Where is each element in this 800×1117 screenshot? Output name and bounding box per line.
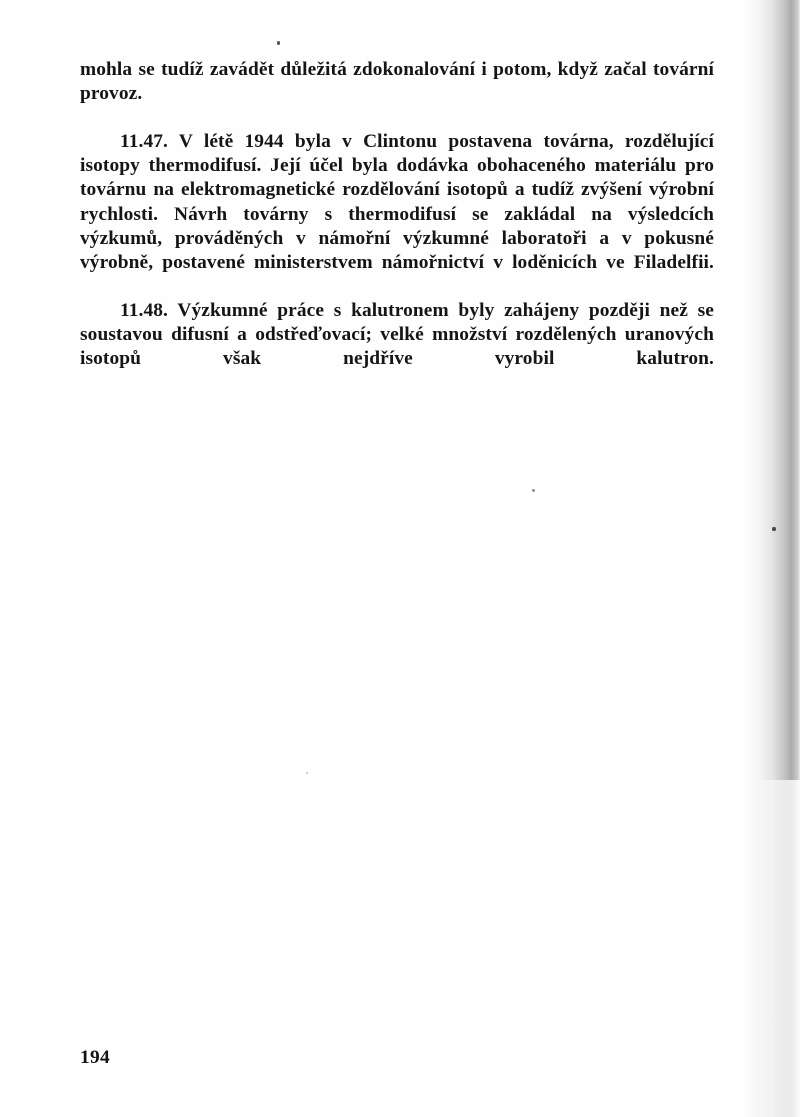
paragraph-11-48: 11.48. Výzkumné práce s kalutronem byly zahájeny později než se soustavou difusní a odstřeďovací; velké množství rozdělených uranových isotopů však nejdříve vyrobil kalutron. <box>80 299 714 370</box>
paragraph-11-47: 11.47. V létě 1944 byla v Clintonu postavena továrna, rozdělující isotopy thermodifusí. Její účel byla dodávka obohaceného materiálu pro továrnu na elektromagnetické rozdělování isotopů a tudíž zvýšení výrobní rychlosti. Návrh továrny s thermodifusí se zakládal na výsledcích výzkumů, prováděných v námořní výzkumné laboratoři a v pokusné výrobně, postavené ministerstvem námořnictví v loděnicích ve Filadelfii. <box>80 131 714 273</box>
page-number: 194 <box>80 1047 110 1068</box>
paragraph-continuation: mohla se tudíž zavádět důležitá zdokonalování i potom, když začal tovární provoz. <box>80 59 714 105</box>
text-column <box>80 58 714 395</box>
